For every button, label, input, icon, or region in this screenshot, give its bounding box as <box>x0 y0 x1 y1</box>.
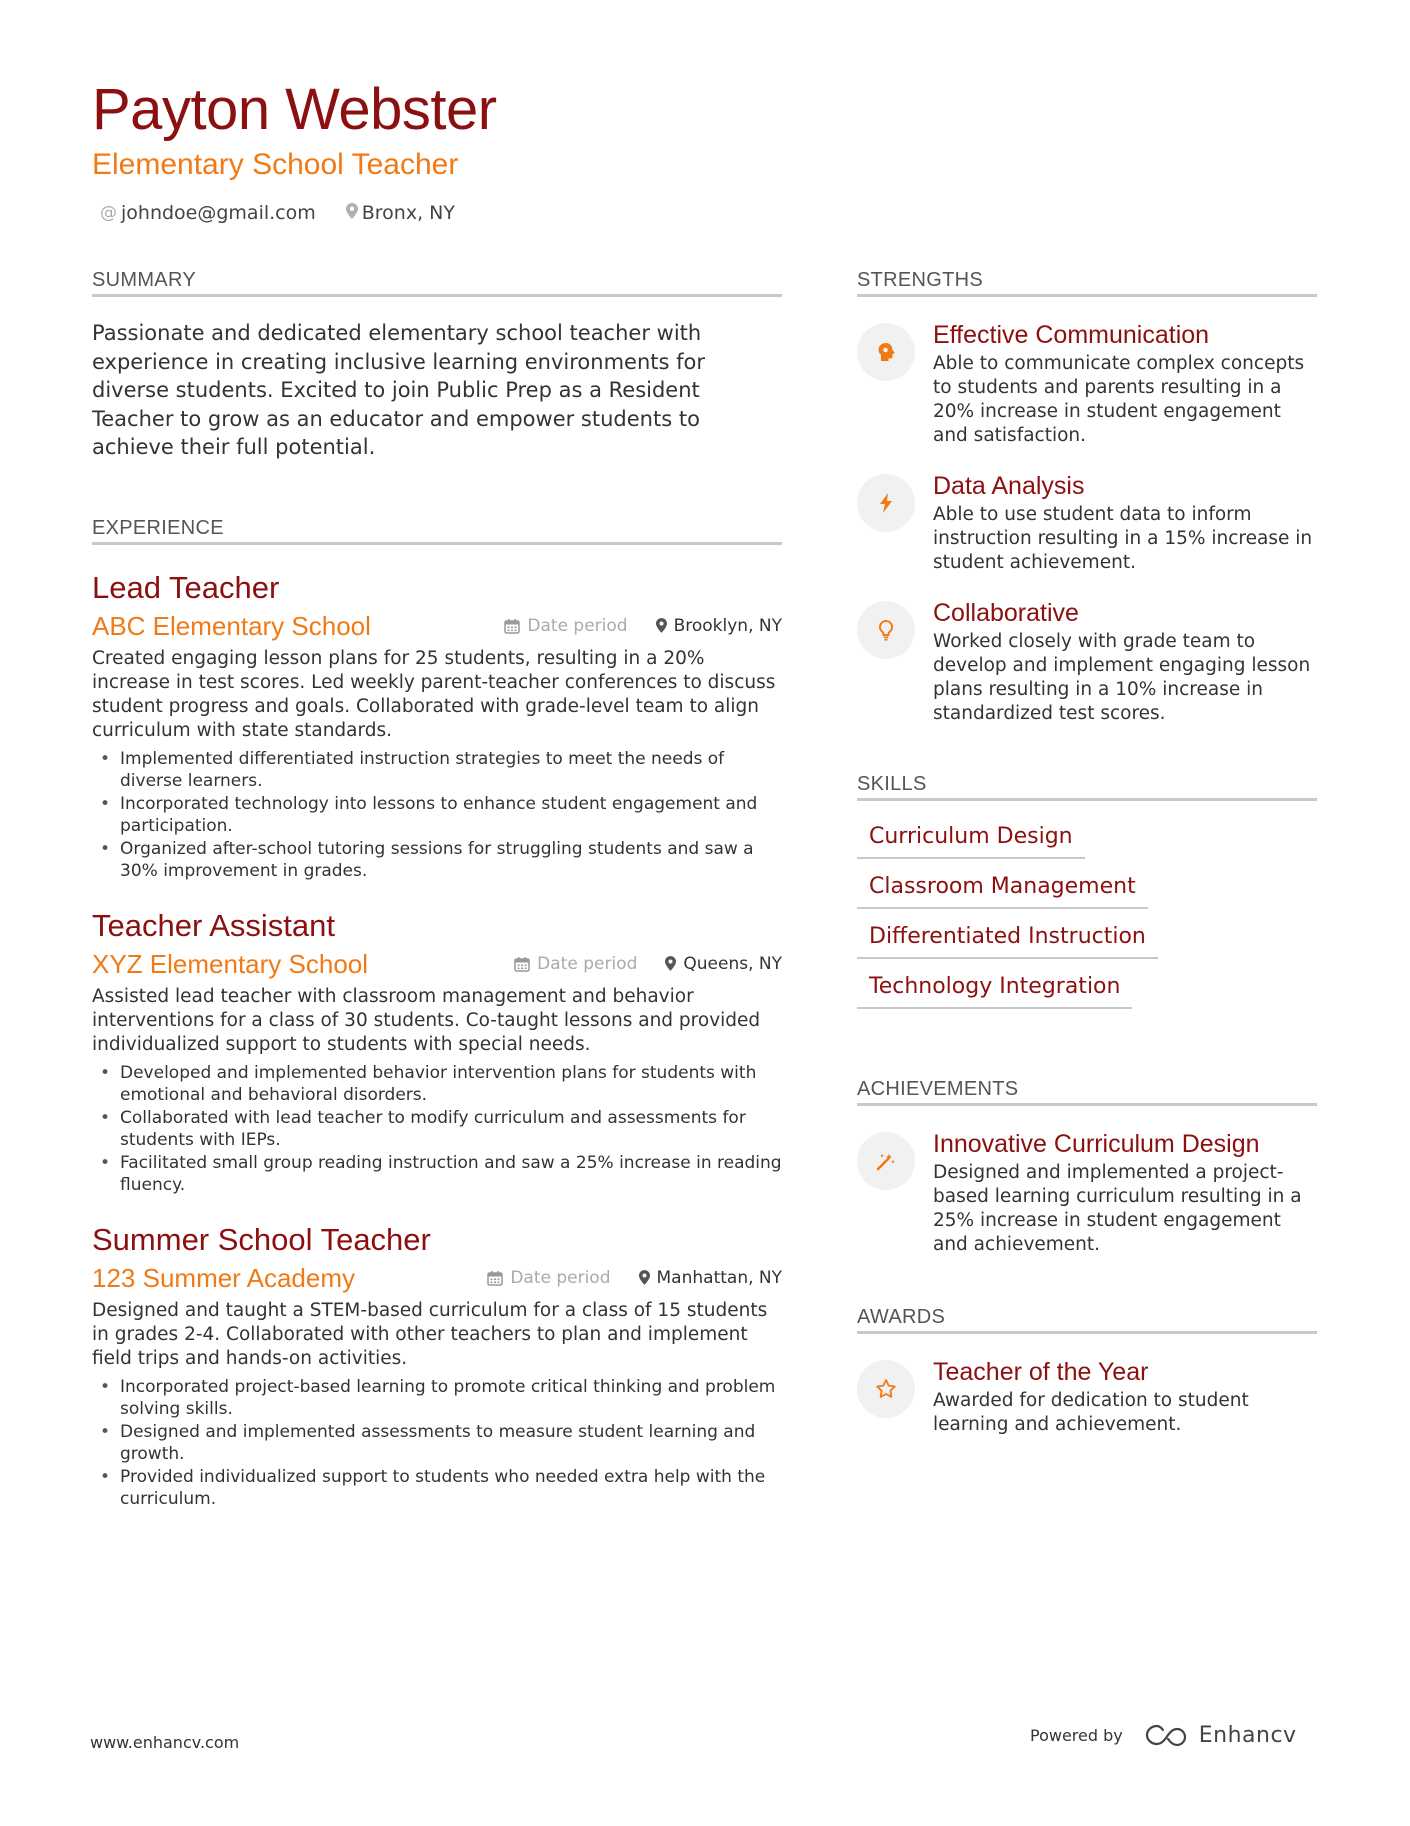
at-sign-icon: @ <box>100 203 117 223</box>
candidate-name: Payton Webster <box>92 77 497 142</box>
job-bullets <box>92 1376 782 1511</box>
strength-title: Data Analysis <box>933 472 1085 500</box>
skill-tag: Technology Integration <box>857 973 1132 1009</box>
star-icon <box>857 1360 915 1418</box>
skill-tag: Differentiated Instruction <box>857 923 1158 959</box>
email-text: johndoe@gmail.com <box>121 202 316 224</box>
job-bullet: • Incorporated technology into lessons to enhance student engagement and participation. <box>92 793 782 838</box>
job-bullet: • Facilitated small group reading instruction and saw a 25% increase in reading fluency. <box>92 1152 782 1197</box>
job-bullet: • Provided individualized support to students who needed extra help with the curriculum. <box>92 1466 782 1511</box>
summary-section <box>92 268 782 462</box>
job-bullet: • Organized after-school tutoring sessions for struggling students and saw a 30% improvement in grades. <box>92 838 782 883</box>
calendar-icon <box>504 618 520 634</box>
achievements-heading: ACHIEVEMENTS <box>857 1077 1317 1106</box>
magic-wand-icon <box>857 1132 915 1190</box>
job-role: Lead Teacher <box>92 569 280 605</box>
job-meta <box>92 609 782 643</box>
calendar-icon <box>514 956 530 972</box>
strength-item <box>857 319 1317 448</box>
job-bullets <box>92 1062 782 1197</box>
strengths-heading: STRENGTHS <box>857 268 1317 297</box>
job-entry <box>92 569 782 883</box>
job-role: Teacher Assistant <box>92 907 335 943</box>
strength-title: Effective Communication <box>933 321 1210 349</box>
resume-header <box>92 74 792 224</box>
calendar-icon <box>487 1270 503 1286</box>
job-description: Created engaging lesson plans for 25 students, resulting in a 20% increase in test scores. Led weekly parent-teacher conferences to discuss student progress and goals. Collaborated with grade-level team to align curriculum with state standards. <box>92 647 776 741</box>
job-bullet: • Designed and implemented assessments to measure student learning and growth. <box>92 1421 782 1466</box>
experience-heading: EXPERIENCE <box>92 516 782 545</box>
experience-section <box>92 516 782 1511</box>
brand-logo[interactable] <box>1143 1722 1297 1748</box>
skills-heading: SKILLS <box>857 772 1317 801</box>
achievement-description: Designed and implemented a project-based learning curriculum resulting in a 25% increase in student engagement and achievement. <box>933 1162 1302 1255</box>
award-title: Teacher of the Year <box>933 1358 1149 1386</box>
right-column <box>857 268 1317 1437</box>
powered-by-label: Powered by <box>1030 1725 1123 1745</box>
job-location <box>639 1268 782 1288</box>
job-date <box>487 1268 610 1288</box>
job-location-text: Manhattan, NY <box>656 1267 782 1288</box>
job-location-text: Queens, NY <box>683 953 782 974</box>
award-item <box>857 1356 1317 1437</box>
location-pin-icon <box>346 203 358 224</box>
job-meta <box>92 1261 782 1295</box>
job-meta <box>92 947 782 981</box>
strength-description: Able to use student data to inform instruction resulting in a 15% increase in student achievement. <box>933 504 1313 573</box>
job-date-text: Date period <box>527 615 628 636</box>
job-bullet: • Incorporated project-based learning to promote critical thinking and problem solving skills. <box>92 1376 782 1421</box>
job-company: 123 Summer Academy <box>92 1262 356 1293</box>
strength-title: Collaborative <box>933 599 1079 627</box>
job-company: XYZ Elementary School <box>92 948 369 979</box>
job-date <box>504 616 627 636</box>
job-company: ABC Elementary School <box>92 610 371 641</box>
strengths-section <box>857 268 1317 726</box>
skills-section <box>857 772 1317 1009</box>
contact-info <box>100 202 792 224</box>
awards-section <box>857 1305 1317 1437</box>
job-role: Summer School Teacher <box>92 1221 431 1257</box>
achievement-body <box>933 1128 1317 1257</box>
awards-heading: AWARDS <box>857 1305 1317 1334</box>
job-bullet: • Developed and implemented behavior intervention plans for students with emotional and behavioral disorders. <box>92 1062 782 1107</box>
footer-website[interactable]: www.enhancv.com <box>90 1733 240 1752</box>
skills-list <box>857 823 1317 1009</box>
job-entry <box>92 1221 782 1511</box>
strength-body <box>933 597 1317 726</box>
achievement-item <box>857 1128 1317 1257</box>
location-text: Bronx, NY <box>361 202 455 224</box>
location-contact <box>346 202 455 224</box>
job-entry <box>92 907 782 1197</box>
achievement-title: Innovative Curriculum Design <box>933 1130 1260 1158</box>
strength-item <box>857 597 1317 726</box>
candidate-title: Elementary School Teacher <box>92 148 459 181</box>
strength-item <box>857 470 1317 575</box>
footer-branding <box>1030 1722 1297 1748</box>
bolt-icon <box>857 474 915 532</box>
job-bullet: • Implemented differentiated instruction strategies to meet the needs of diverse learners. <box>92 748 782 793</box>
email-contact[interactable] <box>100 202 316 224</box>
strength-body <box>933 319 1317 448</box>
location-pin-icon <box>665 956 676 971</box>
skill-tag: Curriculum Design <box>857 823 1085 859</box>
summary-text: Passionate and dedicated elementary school teacher with experience in creating inclusive learning environments for diverse students. Excited to join Public Prep as a Resident Teacher to grow as an educator and empower students to achieve their full potential. <box>92 321 705 459</box>
job-description: Assisted lead teacher with classroom management and behavior interventions for a class of 30 students. Co-taught lessons and provided individualized support to students with special needs. <box>92 985 761 1055</box>
achievements-section <box>857 1077 1317 1257</box>
job-date <box>514 954 637 974</box>
award-body <box>933 1356 1317 1437</box>
strength-body <box>933 470 1317 575</box>
head-icon <box>857 323 915 381</box>
job-location <box>665 954 782 974</box>
brand-name: Enhancv <box>1198 1722 1297 1748</box>
left-column <box>92 268 782 1511</box>
job-description: Designed and taught a STEM-based curriculum for a class of 15 students in grades 2-4. Collaborated with other teachers to plan and implement field trips and hands-on activities. <box>92 1299 768 1369</box>
job-bullet: • Collaborated with lead teacher to modify curriculum and assessments for students with IEPs. <box>92 1107 782 1152</box>
lightbulb-icon <box>857 601 915 659</box>
job-bullets <box>92 748 782 883</box>
strength-description: Worked closely with grade team to develop and implement engaging lesson plans resulting in a 10% increase in standardized test scores. <box>933 631 1311 724</box>
location-pin-icon <box>639 1270 650 1285</box>
award-description: Awarded for dedication to student learning and achievement. <box>933 1390 1249 1435</box>
job-date-text: Date period <box>510 1267 611 1288</box>
job-location <box>656 616 782 636</box>
enhancv-logo-icon <box>1143 1722 1189 1748</box>
summary-heading: SUMMARY <box>92 268 782 297</box>
strength-description: Able to communicate complex concepts to students and parents resulting in a 20% increase in student engagement and satisfaction. <box>933 353 1305 446</box>
job-location-text: Brooklyn, NY <box>673 615 782 636</box>
job-date-text: Date period <box>537 953 638 974</box>
location-pin-icon <box>656 618 667 633</box>
skill-tag: Classroom Management <box>857 873 1148 909</box>
